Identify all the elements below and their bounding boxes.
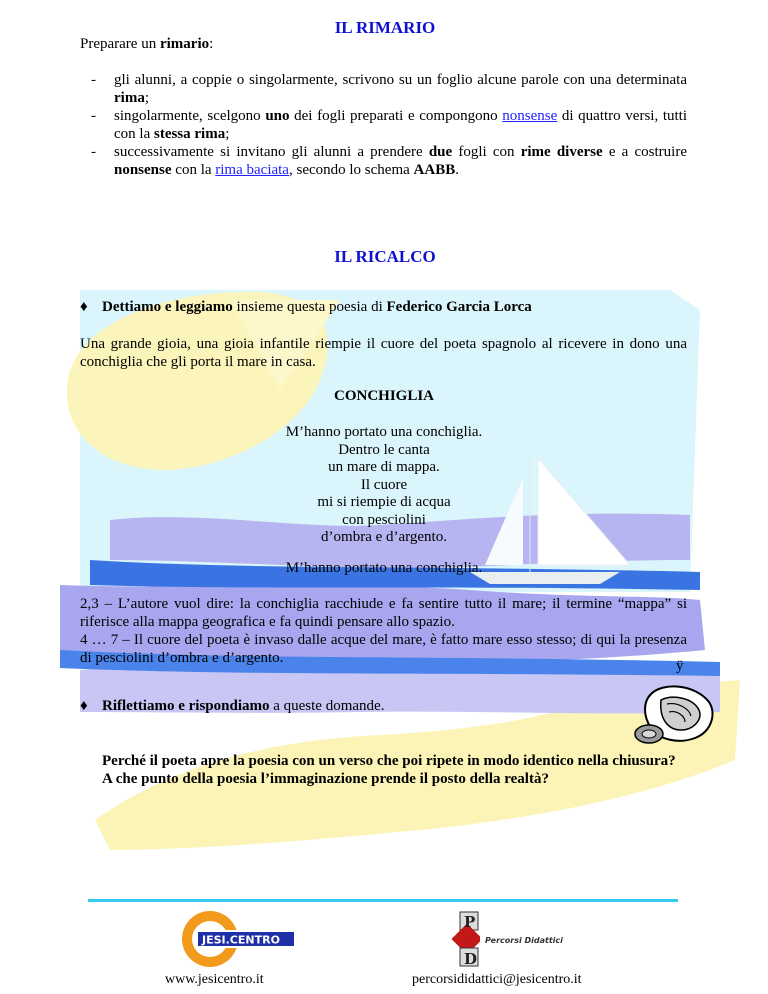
poet-name: Federico Garcia Lorca (386, 299, 532, 315)
intro-suffix: : (209, 36, 214, 52)
bullet-text: a queste domande. (269, 698, 385, 714)
item-text: di quattro versi, tutti con la (114, 108, 687, 142)
poem-title (180, 388, 588, 406)
logo-d-letter: D (464, 950, 478, 968)
item-text: dei fogli preparati e compongono (289, 108, 503, 124)
item-bold: rime diverse (520, 144, 603, 160)
rimario-list (91, 71, 687, 179)
rimario-item-3 (91, 143, 687, 179)
poem-line: un mare di mappa. (328, 459, 440, 475)
percorsi-logo-text: Percorsi Didattici (485, 936, 563, 945)
poem-line: M’hanno portato una conchiglia. (285, 424, 483, 440)
intro-text: Preparare un (80, 36, 160, 52)
ricalco-bullet-1 (80, 299, 532, 316)
jesicentro-logo-text: JESI.CENTRO (202, 933, 280, 947)
footer-url[interactable]: www.jesicentro.it (165, 972, 264, 987)
item-bold: AABB (413, 162, 456, 178)
item-bold: stessa rima (153, 126, 226, 142)
rimario-title: IL RIMARIO (334, 18, 436, 37)
item-text: successivamente si invitano gli alunni a prendere (114, 144, 429, 160)
note-2: 4 … 7 – Il cuore del poeta è invaso dalle acque del mare, è fatto mare esso stesso; di qui la presenza di pesciolini d’ombra e d’argento. (80, 632, 687, 666)
rimario-item-2 (91, 107, 687, 143)
footer-email[interactable]: percorsididattici@jesicentro.it (412, 972, 582, 987)
item-text: . (455, 162, 459, 178)
item-bold: rima (114, 90, 145, 106)
glyph-mark: ÿ (676, 658, 684, 674)
item-bold: due (428, 144, 453, 160)
item-text: gli alunni, a coppie o singolarmente, scrivono su un foglio alcune parole con una determinata (114, 72, 687, 88)
percorsi-didattici-logo[interactable] (440, 908, 580, 970)
item-text: singolarmente, scelgono (114, 108, 266, 124)
item-text: , secondo lo schema (288, 162, 414, 178)
diamond-bullet-icon: ♦ (80, 299, 88, 315)
item-text: fogli con (452, 144, 521, 160)
intro-bold: rimario (159, 36, 210, 52)
item-text: ; (225, 126, 230, 142)
poem-line: Il cuore (360, 476, 408, 493)
poem-line: con pesciolini (342, 511, 426, 528)
poem-line: mi si riempie di acqua (317, 494, 451, 510)
item-text: ; (144, 90, 149, 106)
ricalco-bullet-2 (80, 698, 384, 715)
bullet-bold: Riflettiamo e rispondiamo (102, 698, 270, 714)
bullet-text: insieme questa poesia di (232, 299, 387, 315)
poem-line: d’ombra e d’argento. (321, 529, 447, 545)
rima-baciata-link[interactable]: rima baciata (215, 162, 289, 178)
dash-marker: - (91, 144, 96, 160)
item-bold: nonsense (114, 162, 172, 178)
dash-marker: - (91, 108, 96, 124)
shell-icon (633, 680, 717, 746)
logo-p-letter: P (464, 913, 476, 931)
ricalco-title: IL RICALCO (334, 247, 436, 266)
questions (102, 752, 702, 788)
ricalco-intro: Una grande gioia, una gioia infantile riempie il cuore del poeta spagnolo al ricevere in dono una conchiglia che gli porta il mare in casa. (80, 336, 687, 370)
poem-title-text: CONCHIGLIA (333, 388, 434, 404)
diamond-bullet-icon: ♦ (80, 698, 88, 714)
jesicentro-logo[interactable] (178, 908, 296, 970)
item-text: con la (171, 162, 216, 178)
note-1: 2,3 – L’autore vuol dire: la conchiglia racchiude e fa sentire tutto il mare; il termine “mappa” si riferisce alla mappa geografica e fa quindi pensare allo spazio. (80, 596, 687, 630)
question-1: Perché il poeta apre la poesia con un verso che poi ripete in modo identico nella chiusura? (102, 753, 676, 769)
dash-marker: - (91, 72, 96, 88)
item-bold: uno (265, 108, 290, 124)
rimario-item-1 (91, 71, 687, 107)
rimario-intro (80, 36, 213, 53)
footer-rule (88, 899, 678, 902)
poem-body (180, 424, 588, 547)
question-2: A che punto della poesia l’immaginazione prende il posto della realtà? (102, 771, 549, 787)
poem-last-line: M’hanno portato una conchiglia. (285, 560, 483, 576)
poem-line: Dentro le canta (338, 441, 430, 458)
bullet-bold: Dettiamo e leggiamo (102, 299, 233, 315)
item-text: e a costruire (602, 144, 687, 160)
nonsense-link[interactable]: nonsense (502, 108, 558, 124)
